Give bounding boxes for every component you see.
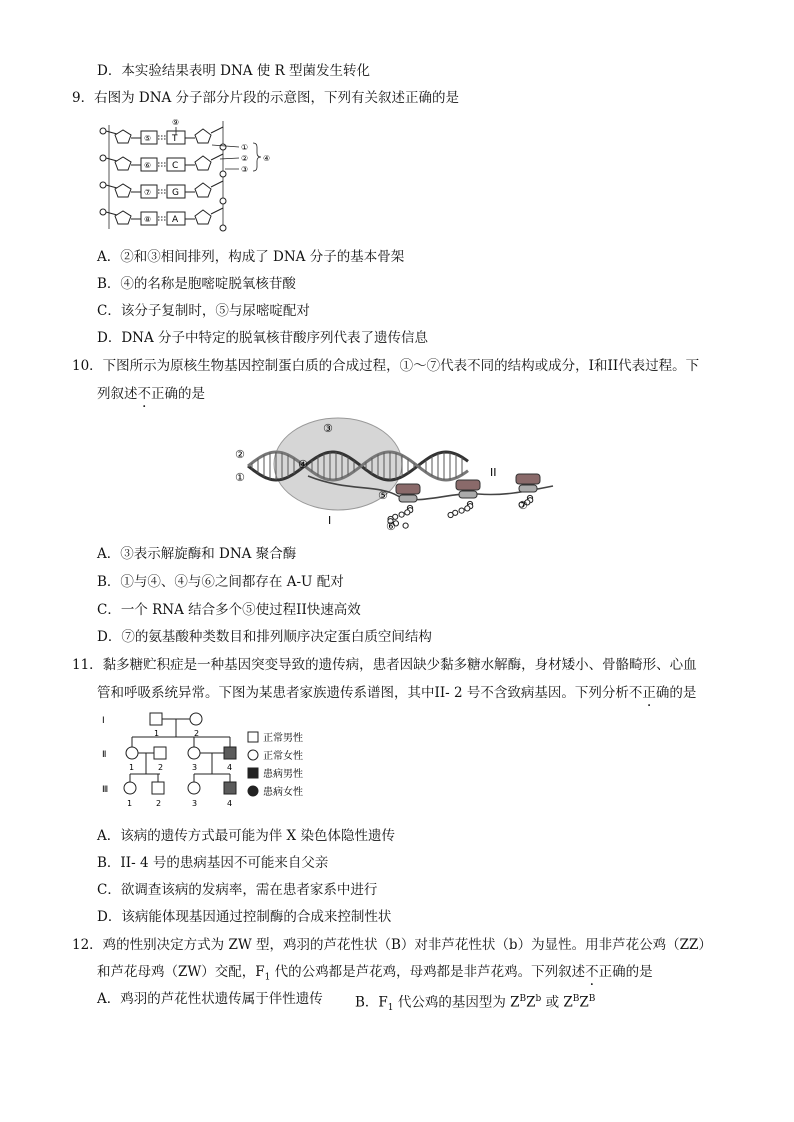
base-letter: G bbox=[172, 188, 179, 198]
phosphate-circle bbox=[100, 128, 106, 134]
q12-option-a: A．鸡羽的芦花性状遗传属于伴性遗传 bbox=[97, 991, 323, 1007]
q8-option-d: D．本实验结果表明 DNA 使 R 型菌发生转化 bbox=[97, 63, 371, 79]
gen-I: I bbox=[102, 716, 105, 726]
q10-option-d: D．⑦的氨基酸种类数目和排列顺序决定蛋白质空间结构 bbox=[97, 629, 432, 645]
q10-stem-line2: 列叙述不正确的是 bbox=[97, 386, 205, 402]
pedigree-num: 3 bbox=[192, 763, 198, 772]
base-letter: A bbox=[172, 215, 179, 225]
pedigree-num: 2 bbox=[156, 799, 162, 808]
sugar-pentagon bbox=[195, 129, 211, 143]
q9-option-b: B．④的名称是胞嘧啶脱氧核苷酸 bbox=[97, 276, 296, 292]
callout-3: ③ bbox=[241, 165, 249, 174]
pair-label: ⑧ bbox=[144, 215, 152, 224]
label-6: ⑥ bbox=[386, 520, 396, 533]
base-letter: C bbox=[172, 161, 179, 171]
legend-affected-female: 患病女性 bbox=[263, 787, 303, 798]
label-1: ① bbox=[235, 471, 245, 484]
q11-option-a: A．该病的遗传方式最可能为伴 X 染色体隐性遗传 bbox=[97, 828, 395, 844]
sugar-pentagon bbox=[115, 157, 131, 170]
callout-4: ④ bbox=[263, 154, 271, 163]
sugar-pentagon bbox=[195, 156, 211, 170]
transcription-translation-diagram bbox=[228, 414, 568, 538]
pair-label: ⑥ bbox=[144, 161, 152, 170]
amino-acid-bead bbox=[405, 510, 410, 515]
q11-stem-line1: 11．黏多糖贮积症是一种基因突变导致的遗传病，患者因缺少黏多糖水解酶，身材矮小、骨骼畸形、心血 bbox=[72, 657, 697, 673]
pair-label: ⑦ bbox=[144, 188, 152, 197]
pair-label: ⑤ bbox=[144, 134, 152, 143]
sugar-pentagon bbox=[115, 130, 131, 143]
process-I-label: I bbox=[328, 514, 332, 527]
pedigree-num: 2 bbox=[158, 763, 164, 772]
q12-stem-line1: 12．鸡的性别决定方式为 ZW 型，鸡羽的芦花性状（B）对非芦花性状（b）为显性。用非芦花公鸡（ZZ） bbox=[72, 937, 712, 953]
q10-stem-line1: 10．下图所示为原核生物基因控制蛋白质的合成过程，①～⑦代表不同的结构或成分，I和II代表过程。下 bbox=[72, 358, 700, 374]
phosphate-circle bbox=[100, 209, 106, 215]
callout-9: ⑨ bbox=[172, 118, 180, 127]
q11-option-b: B．II- 4 号的患病基因不可能来自父亲 bbox=[97, 855, 329, 871]
q10-option-c: C．一个 RNA 结合多个⑤使过程II快速高效 bbox=[97, 602, 361, 618]
label-2: ② bbox=[235, 448, 245, 461]
q9-option-a: A．②和③相间排列，构成了 DNA 分子的基本骨架 bbox=[97, 249, 405, 265]
pedigree-num: 1 bbox=[129, 763, 135, 772]
q11-stem-line2: 管和呼吸系统异常。下图为某患者家族遗传系谱图，其中II- 2 号不含致病基因。下列分析不正确的是 bbox=[97, 685, 697, 701]
q10-option-b: B．①与④、④与⑥之间都存在 A-U 配对 bbox=[97, 574, 344, 590]
label-4: ④ bbox=[298, 458, 308, 471]
phosphate-circle bbox=[100, 182, 106, 188]
pedigree-num: 4 bbox=[227, 763, 233, 772]
q11-option-d: D．该病能体现基因通过控制酶的合成来控制性状 bbox=[97, 909, 392, 925]
amino-acid-bead bbox=[459, 508, 464, 513]
base-letter: T bbox=[172, 134, 178, 144]
amino-acid-bead bbox=[448, 512, 453, 517]
phosphate-circle bbox=[220, 225, 226, 231]
q9-option-d: D．DNA 分子中特定的脱氧核苷酸序列代表了遗传信息 bbox=[97, 330, 428, 346]
pedigree-num: 1 bbox=[154, 729, 160, 738]
emphasis-dot: 不正确 bbox=[628, 685, 670, 701]
legend-affected-male: 患病男性 bbox=[263, 769, 303, 780]
ribosome bbox=[516, 474, 540, 484]
ribosome bbox=[456, 480, 480, 490]
pedigree-num: 4 bbox=[227, 799, 233, 808]
callout-2: ② bbox=[241, 154, 249, 163]
amino-acid-bead bbox=[403, 523, 408, 528]
phosphate-circle bbox=[100, 155, 106, 161]
q11-option-c: C．欲调查该病的发病率，需在患者家系中进行 bbox=[97, 882, 378, 898]
label-7: ⑦ bbox=[518, 499, 528, 512]
emphasis-dot: 不 bbox=[137, 386, 151, 402]
label-3: ③ bbox=[323, 422, 333, 435]
process-II-label: II bbox=[490, 466, 497, 479]
phosphate-circle bbox=[220, 198, 226, 204]
gen-III: Ⅲ bbox=[102, 785, 109, 795]
phosphate-circle bbox=[220, 171, 226, 177]
gen-II: Ⅱ bbox=[102, 750, 107, 760]
q12-stem-line2: 和芦花母鸡（ZW）交配，$F_1$ 代的公鸡都是芦花鸡，母鸡都是非芦花鸡。下列叙述不正确的是 bbox=[97, 964, 653, 983]
sugar-pentagon bbox=[115, 211, 131, 224]
callout-1: ① bbox=[241, 143, 249, 152]
legend-normal-female: 正常女性 bbox=[263, 751, 303, 762]
q12-option-b: B．$F_1$ 代公鸡的基因型为 $Z^BZ^b$ 或 $Z^BZ^B$ bbox=[355, 994, 596, 1014]
pedigree-num: 1 bbox=[127, 799, 133, 808]
label-5: ⑤ bbox=[378, 489, 388, 502]
pedigree-num: 3 bbox=[192, 799, 198, 808]
sugar-pentagon bbox=[195, 210, 211, 224]
legend-normal-male: 正常男性 bbox=[263, 733, 303, 744]
emphasis-dot: 不 bbox=[585, 964, 599, 980]
amino-acid-bead bbox=[399, 512, 404, 517]
q9-option-c: C．该分子复制时，⑤与尿嘧啶配对 bbox=[97, 303, 310, 319]
pedigree-num: 2 bbox=[194, 729, 200, 738]
sugar-pentagon bbox=[115, 184, 131, 197]
sugar-pentagon bbox=[195, 183, 211, 197]
ribosome bbox=[396, 484, 420, 494]
pedigree-chart bbox=[96, 710, 328, 816]
phosphate-circle bbox=[220, 144, 226, 150]
q10-option-a: A．③表示解旋酶和 DNA 聚合酶 bbox=[97, 546, 297, 562]
q9-stem: 9．右图为 DNA 分子部分片段的示意图，下列有关叙述正确的是 bbox=[72, 90, 460, 106]
amino-acid-bead bbox=[465, 506, 470, 511]
dna-fragment-diagram bbox=[95, 117, 295, 237]
